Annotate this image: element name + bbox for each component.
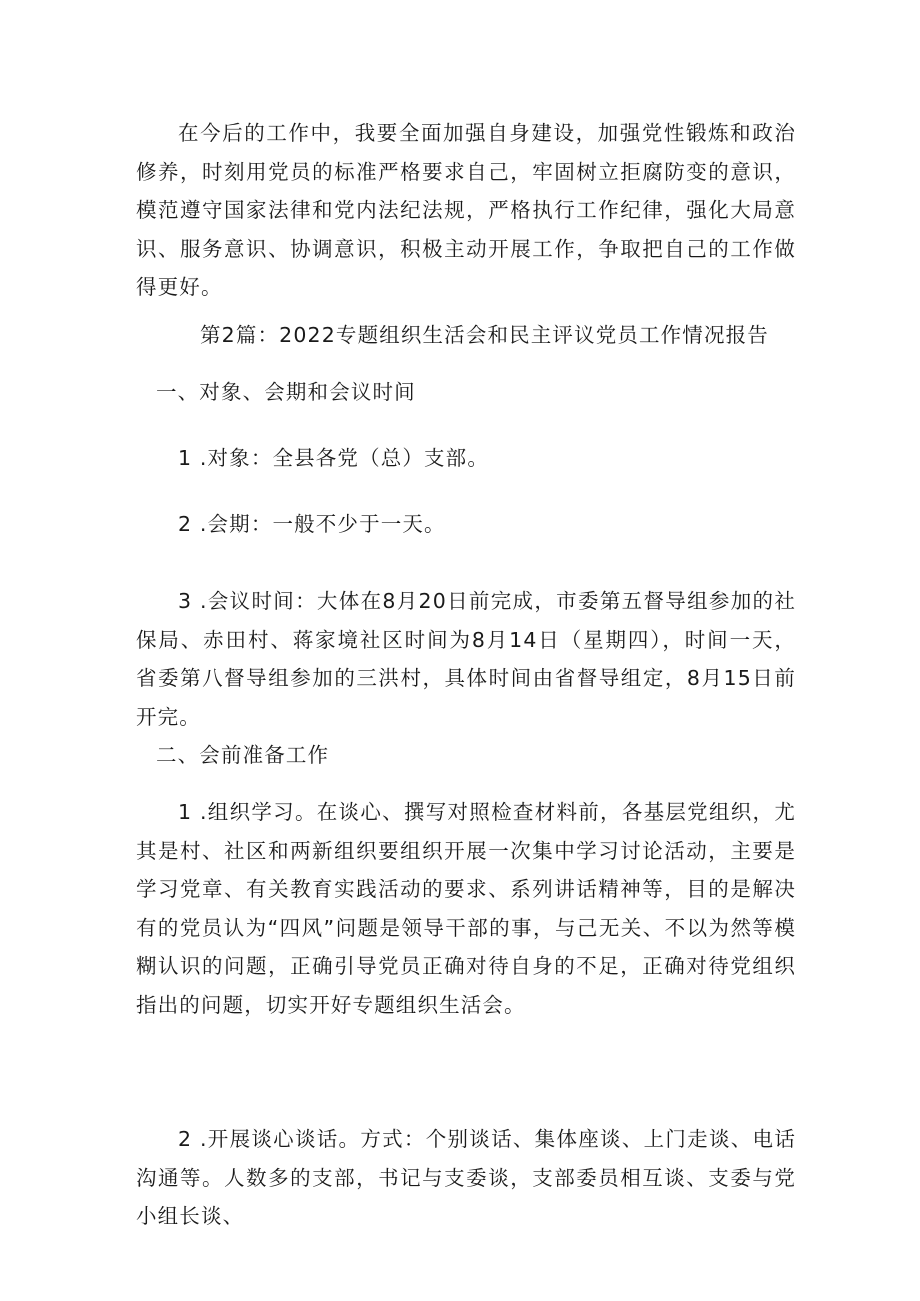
article-title: 第2篇：2022专题组织生活会和民主评议党员工作情况报告: [200, 323, 769, 347]
section-one-heading: 一、对象、会期和会议时间: [156, 380, 416, 404]
item-meeting-period: 2 .会期：一般不少于一天。: [178, 512, 446, 536]
item-object: 1 .对象：全县各党（总）支部。: [178, 446, 489, 470]
item-heart-to-heart-talks: 2 .开展谈心谈话。方式：个别谈话、集体座谈、上门走谈、电话沟通等。人数多的支部，书记与支委谈，支部委员相互谈、支委与党小组长谈、: [136, 1127, 796, 1229]
section-two-heading: 二、会前准备工作: [156, 743, 330, 767]
closing-paragraph: 在今后的工作中，我要全面加强自身建设，加强党性锻炼和政治修养，时刻用党员的标准严格要求自己，牢固树立拒腐防变的意识，模范遵守国家法律和党内法纪法规，严格执行工作纪律，强化大局意识、服务意识、协调意识，积极主动开展工作，争取把自己的工作做得更好。: [136, 121, 796, 300]
item-meeting-time: 3 .会议时间：大体在8月20日前完成，市委第五督导组参加的社保局、赤田村、蒋家境社区时间为8月14日（星期四），时间一天，省委第八督导组参加的三洪村，具体时间由省督导组定，8月15日前开完。: [136, 589, 796, 729]
item-organize-study: 1 .组织学习。在谈心、撰写对照检查材料前，各基层党组织，尤其是村、社区和两新组织要组织开展一次集中学习讨论活动，主要是学习党章、有关教育实践活动的要求、系列讲话精神等，目的是解决有的党员认为“四风”问题是领导干部的事，与己无关、不以为然等模糊认识的问题，正确引导党员正确对待自身的不足，正确对待党组织指出的问题，切实开好专题组织生活会。: [136, 800, 796, 1017]
